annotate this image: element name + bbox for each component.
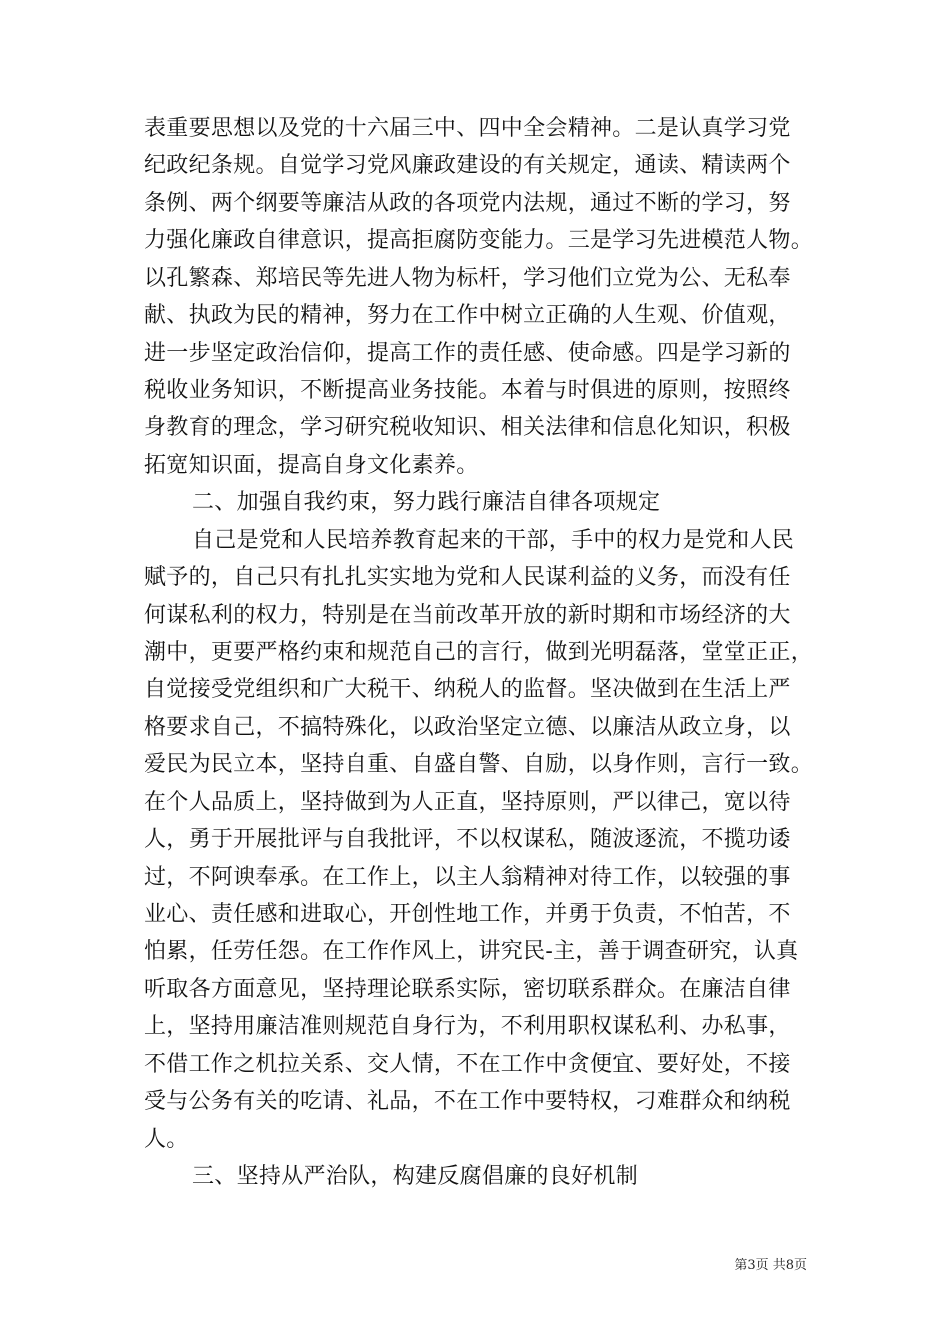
body-text-line: 纪政纪条规。自觉学习党风廉政建设的有关规定，通读、精读两个 xyxy=(144,153,791,178)
body-text-line: 身教育的理念，学习研究税收知识、相关法律和信息化知识，积极 xyxy=(144,415,791,440)
body-text-line: 爱民为民立本，坚持自重、自盛自警、自励，以身作则，言行一致。 xyxy=(144,752,814,777)
body-text-line: 进一步坚定政治信仰，提高工作的责任感、使命感。四是学习新的 xyxy=(144,341,791,366)
body-text-line: 上，坚持用廉洁准则规范自身行为，不利用职权谋私利、办私事， xyxy=(144,1014,791,1039)
paragraph-first-line: 自己是党和人民培养教育起来的干部，手中的权力是党和人民 xyxy=(192,528,795,553)
body-text-line: 在个人品质上，坚持做到为人正直，坚持原则，严以律己，宽以待 xyxy=(144,790,791,815)
body-text-line: 潮中，更要严格约束和规范自己的言行，做到光明磊落，堂堂正正， xyxy=(144,640,814,665)
body-text-line: 业心、责任感和进取心，开创性地工作，并勇于负责，不怕苦，不 xyxy=(144,902,791,927)
body-text-line: 人，勇于开展批评与自我批评，不以权谋私，随波逐流，不揽功诿 xyxy=(144,827,791,852)
body-text-line: 以孔繁森、郑培民等先进人物为标杆，学习他们立党为公、无私奉 xyxy=(144,266,791,291)
body-text-line: 自觉接受党组织和广大税干、纳税人的监督。坚决做到在生活上严 xyxy=(144,677,791,702)
body-text-line: 献、执政为民的精神，努力在工作中树立正确的人生观、价值观， xyxy=(144,303,791,328)
body-text-line: 何谋私利的权力，特别是在当前改革开放的新时期和市场经济的大 xyxy=(144,603,791,628)
body-text-line: 条例、两个纲要等廉洁从政的各项党内法规，通过不断的学习，努 xyxy=(144,191,791,216)
body-text-line: 怕累，任劳任怨。在工作作风上，讲究民-主，善于调查研究，认真 xyxy=(144,939,799,964)
body-text-line: 力强化廉政自律意识，提高拒腐防变能力。三是学习先进模范人物。 xyxy=(144,228,814,253)
body-text-line: 受与公务有关的吃请、礼品，不在工作中要特权，刁难群众和纳税 xyxy=(144,1089,791,1114)
body-text-line: 听取各方面意见，坚持理论联系实际，密切联系群众。在廉洁自律 xyxy=(144,977,791,1002)
section-heading: 二、加强自我约束，努力践行廉洁自律各项规定 xyxy=(192,490,661,515)
page-number-footer: 第3页 共8页 xyxy=(734,1258,807,1273)
body-text-line: 税收业务知识，不断提高业务技能。本着与时俱进的原则，按照终 xyxy=(144,378,791,403)
body-text-line: 不借工作之机拉关系、交人情，不在工作中贪便宜、要好处，不接 xyxy=(144,1052,791,1077)
body-text-line: 人。 xyxy=(144,1127,189,1152)
body-text-line: 过，不阿谀奉承。在工作上，以主人翁精神对待工作，以较强的事 xyxy=(144,865,791,890)
body-text-line: 赋予的，自己只有扎扎实实地为党和人民谋利益的义务，而没有任 xyxy=(144,565,791,590)
body-text-line: 表重要思想以及党的十六届三中、四中全会精神。二是认真学习党 xyxy=(144,116,791,141)
section-heading: 三、坚持从严治队，构建反腐倡廉的良好机制 xyxy=(192,1164,639,1189)
body-text-line: 格要求自己，不搞特殊化，以政治坚定立德、以廉洁从政立身，以 xyxy=(144,715,791,740)
body-text-line: 拓宽知识面，提高自身文化素养。 xyxy=(144,453,479,478)
